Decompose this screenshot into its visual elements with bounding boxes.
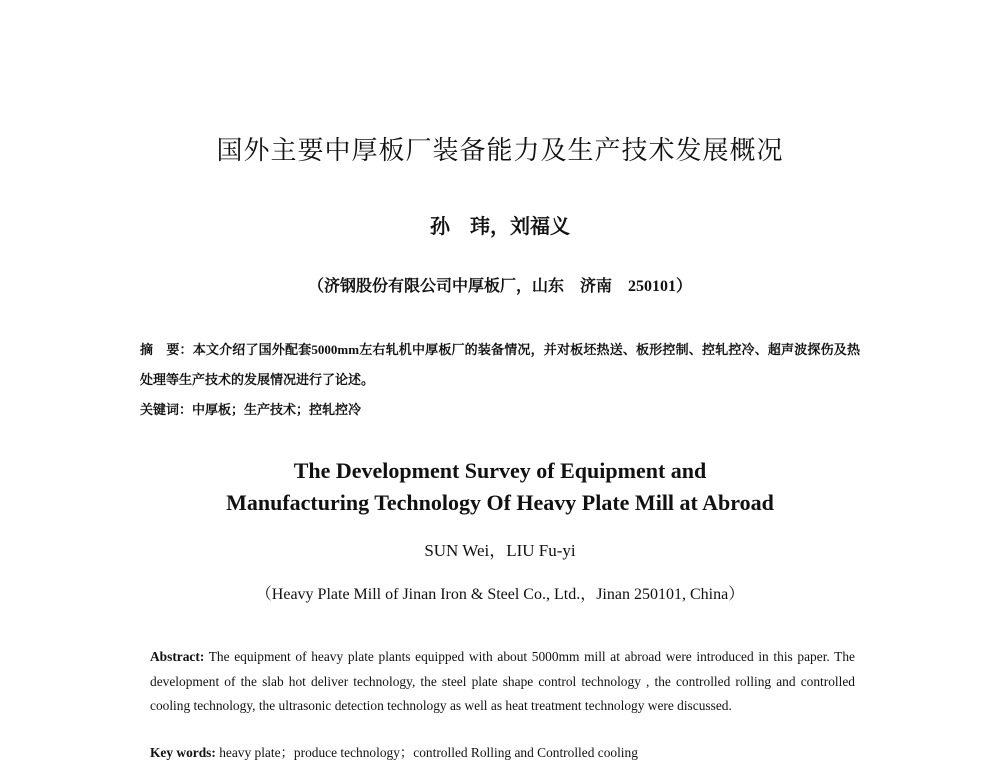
chinese-abstract-text: 本文介绍了国外配套5000mm左右轧机中厚板厂的装备情况，并对板坯热送、板形控制、控轧控冷、超声波探伤及热处理等生产技术的发展情况进行了论述。	[140, 342, 860, 387]
chinese-abstract	[140, 335, 860, 395]
chinese-affiliation: （济钢股份有限公司中厚板厂，山东 济南 250101）	[307, 278, 692, 295]
english-abstract-label: Abstract:	[150, 649, 205, 664]
english-keywords-text: heavy plate；produce technology；controlled Rolling and Controlled cooling	[215, 745, 638, 760]
english-abstract-text: The equipment of heavy plate plants equipped with about 5000mm mill at abroad were introduced in this paper. The development of the slab hot deliver technology, the steel plate shape control technology , the controlled rolling and controlled cooling technology, the ultrasonic detection technology as well as heat treatment technology were discussed.	[150, 649, 855, 713]
english-title-line2: Manufacturing Technology Of Heavy Plate Mill at Abroad	[226, 490, 774, 515]
chinese-title: 国外主要中厚板厂装备能力及生产技术发展概况	[216, 136, 784, 166]
english-affiliation: （Heavy Plate Mill of Jinan Iron & Steel Co., Ltd.，Jinan 250101, China）	[255, 586, 745, 603]
chinese-keywords-text: 中厚板；生产技术；控轧控冷	[192, 402, 362, 417]
english-keywords	[150, 742, 638, 761]
chinese-abstract-label: 摘 要：	[140, 342, 193, 357]
english-keywords-label: Key words:	[150, 745, 216, 760]
english-authors: SUN Wei，LIU Fu-yi	[424, 541, 576, 560]
chinese-keywords-label: 关键词：	[140, 402, 193, 417]
chinese-authors: 孙 玮，刘福义	[430, 216, 570, 238]
english-title-line1: The Development Survey of Equipment and	[293, 458, 707, 483]
english-title	[0, 455, 1000, 519]
english-abstract	[150, 645, 855, 719]
chinese-keywords	[140, 395, 860, 425]
